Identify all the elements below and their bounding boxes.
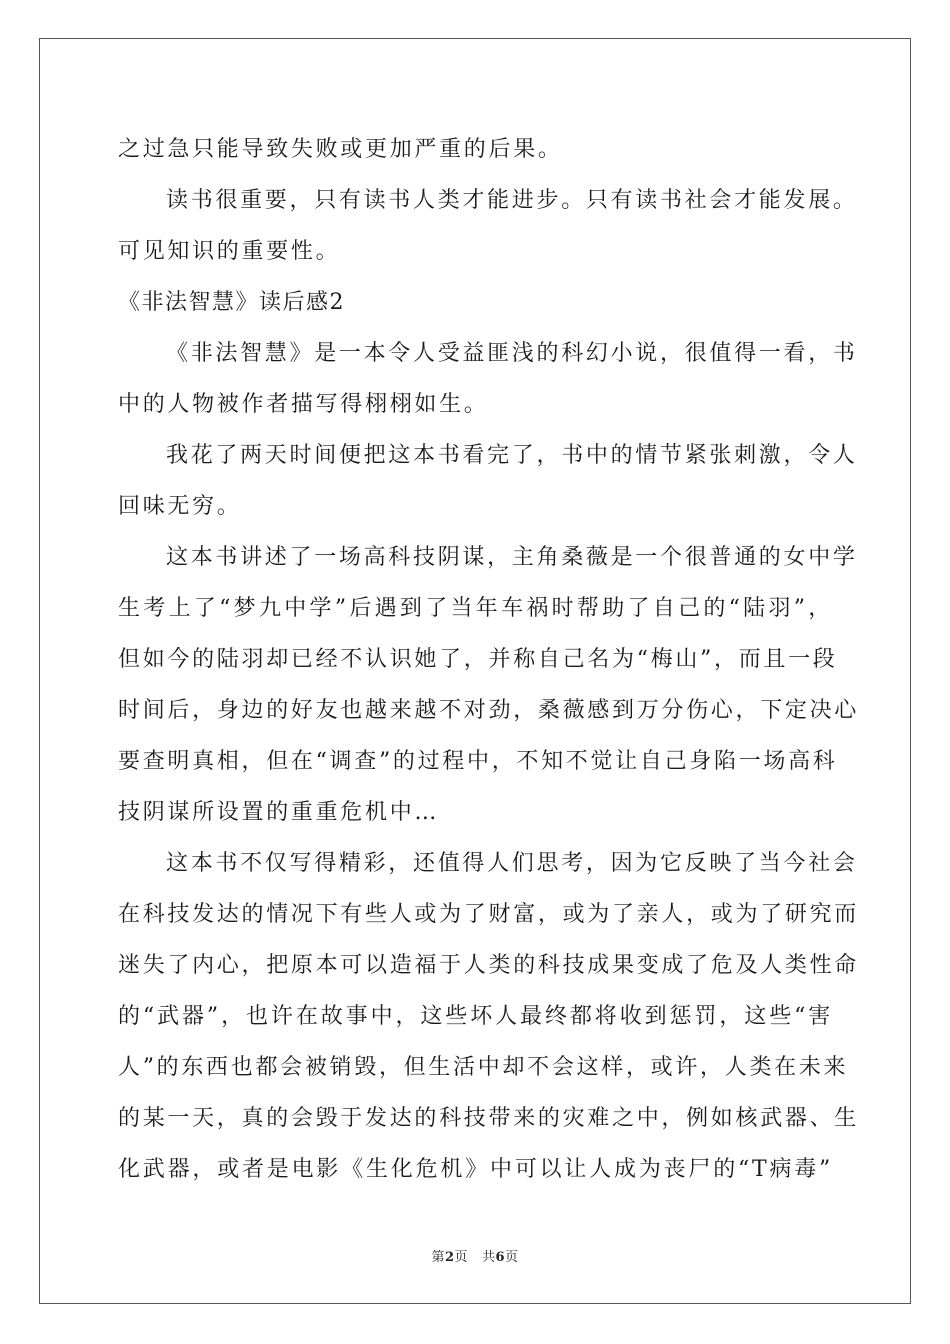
text-line: 但如今的陆羽却已经不认识她了，并称自己名为“梅山”，而且一段	[118, 647, 838, 672]
page-number: 2	[444, 1250, 455, 1265]
text-line: 的某一天，真的会毁于发达的科技带来的灾难之中，例如核武器、生	[118, 1106, 860, 1131]
text-line: 读书很重要，只有读书人类才能进步。只有读书社会才能发展。	[166, 188, 858, 213]
text-line: 可见知识的重要性。	[118, 239, 341, 264]
document-body	[118, 124, 860, 1195]
text-line: 迷失了内心，把原本可以造福于人类的科技成果变成了危及人类性命	[118, 953, 860, 978]
text-line: 生考上了“梦九中学”后遇到了当年车祸时帮助了自己的“陆羽”，	[118, 596, 833, 621]
text-line: 回味无穷。	[118, 494, 242, 519]
text-line: 中的人物被作者描写得栩栩如生。	[118, 392, 489, 417]
text-line: 这本书不仅写得精彩，还值得人们思考，因为它反映了当今社会	[166, 851, 858, 876]
text-line: 技阴谋所设置的重重危机中…	[118, 800, 440, 825]
text-line: 的“武器”，也许在故事中，这些坏人最终都将收到惩罚，这些“害	[118, 1004, 833, 1029]
total-label-suffix: 页	[505, 1250, 519, 1265]
text-line: 在科技发达的情况下有些人或为了财富，或为了亲人，或为了研究而	[118, 902, 860, 927]
total-label-prefix: 共	[481, 1250, 496, 1265]
text-line: 人”的东西也都会被销毁，但生活中却不会这样，或许，人类在未来	[118, 1055, 849, 1080]
text-line: 要查明真相，但在“调查”的过程中，不知不觉让自己身陷一场高科	[118, 749, 838, 774]
section-heading: 《非法智慧》读后感2	[118, 290, 345, 315]
text-line: 《非法智慧》是一本令人受益匪浅的科幻小说，很值得一看，书	[166, 341, 858, 366]
text-line: 之过急只能导致失败或更加严重的后果。	[118, 137, 563, 162]
page-footer	[0, 1246, 950, 1265]
page-label-prefix: 第	[431, 1250, 445, 1265]
text-line: 时间后，身边的好友也越来越不对劲，桑薇感到万分伤心，下定决心	[118, 698, 860, 723]
text-line: 这本书讲述了一场高科技阴谋，主角桑薇是一个很普通的女中学	[166, 545, 858, 570]
text-line: 我花了两天时间便把这本书看完了，书中的情节紧张刺激，令人	[166, 443, 858, 468]
page-label-suffix: 页	[454, 1250, 469, 1265]
text-line: 化武器，或者是电影《生化危机》中可以让人成为丧尸的“T病毒”	[118, 1157, 833, 1182]
total-pages: 6	[495, 1250, 506, 1265]
